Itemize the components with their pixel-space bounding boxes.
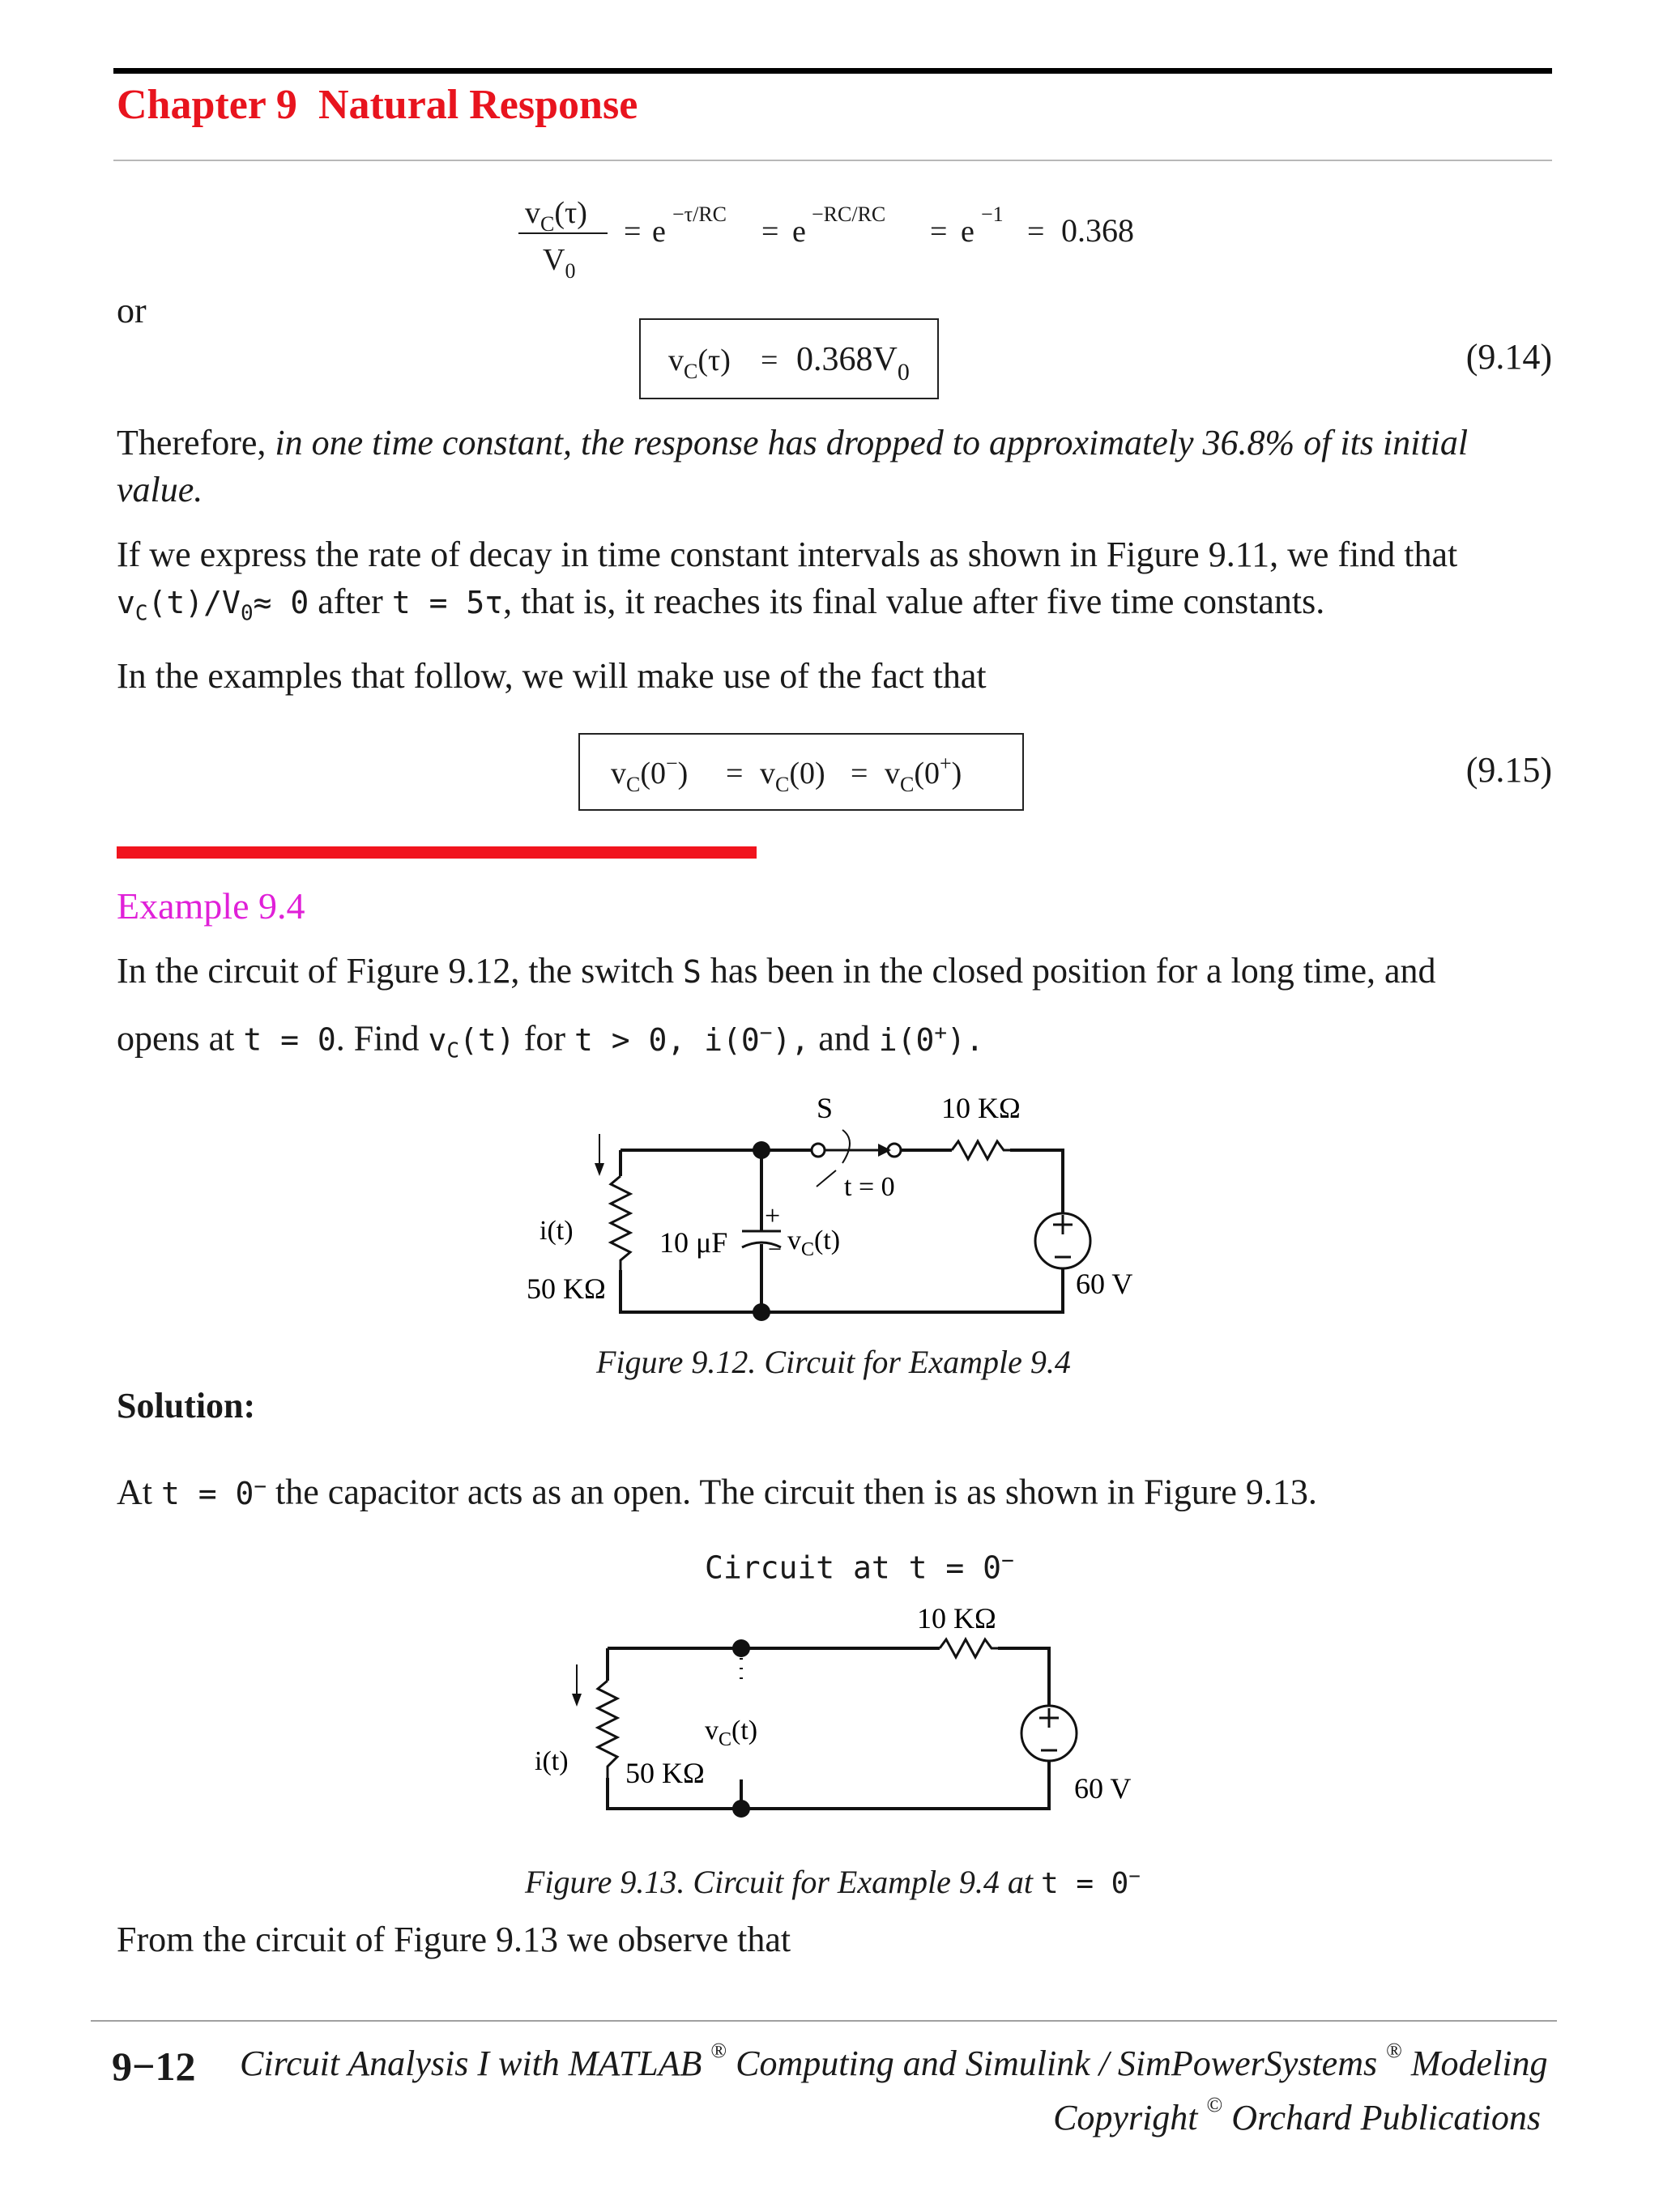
node-dot [732,1800,750,1818]
header-underline [113,160,1552,161]
current-label: i(t) [539,1216,574,1246]
current-arrowhead [572,1694,582,1707]
svg-text:0.368V0: $0.368V_0$ [796,341,910,386]
paragraph-therefore [117,420,1552,514]
r2-label: 50 KΩ [625,1757,705,1789]
node-dot [753,1141,770,1159]
chapter-title: Natural Response [318,82,638,128]
example-title: Example 9.4 [117,885,305,927]
equals-sign: = [761,215,779,249]
eq-exponent: −1 [981,202,1004,226]
eq-e: e [652,215,666,249]
source-label: 60 V [1074,1772,1132,1805]
equation-ratio [518,182,1247,296]
header-rule [113,68,1552,74]
vc-label: $v_C(t)$ [787,1225,841,1260]
eq-ratio-value: 0.368 [1061,212,1134,249]
switch-label: S [817,1092,834,1124]
equation-9-15-box [578,733,1024,811]
eq-exponent: −RC/RC [812,202,886,226]
eq-e: e [792,215,806,249]
resistor-10k [940,1639,998,1657]
r1-label: 10 KΩ [941,1092,1021,1124]
svg-text:=: = [761,343,778,377]
word-after: after [318,582,383,621]
paragraph-at: At t = 0− the capacitor acts as an open. The circuit then is as shown in Figure 9.13. [117,1472,1317,1512]
eq-ratio-den: $V_0$ [543,243,576,283]
math-vc-ratio: $v_C(t)/V_0\approx 0$ [117,585,309,626]
node-dot [732,1639,750,1657]
chapter-heading [117,81,638,129]
switch-time-arrow [817,1170,836,1187]
example-line2: opens at t = 0. Find $v_C(t)$ for t > 0, i(0−), and i(0+). [117,1018,984,1063]
switch-time-label: t = 0 [844,1172,895,1202]
chapter-label: Chapter 9 [117,82,297,128]
footer-book-title: Circuit Analysis I with MATLAB ® Computing and Simulink / SimPowerSystems ® Modeling [240,2039,1548,2083]
cap-plus: + [765,1201,781,1231]
equation-number-9-14: (9.14) [1465,337,1552,377]
footer-rule [91,2020,1557,2022]
current-arrowhead [595,1163,604,1176]
paragraph-rate-line2 [117,578,1552,637]
figure-9-12-caption: Figure 9.12. Circuit for Example 9.4 [596,1344,1071,1380]
equals-sign: = [930,215,948,249]
switch-arc [842,1130,850,1163]
source-label: 60 V [1076,1268,1133,1300]
eq-ratio-num: $v_C(\tau)$ [525,196,587,236]
figure-9-13-circuit [502,1600,1166,1843]
switch-symbol: S [682,954,702,990]
example-red-rule [117,846,757,859]
svg-text:vC(0): $v_C(0)$ [760,757,825,796]
footer-copyright: Copyright © Orchard Publications [1053,2093,1541,2137]
svg-text:vC(0−): $v_C(0^-)$ [611,752,689,796]
page-number: 9−12 [112,2044,196,2089]
vc-label: $v_C(t)$ [705,1715,758,1750]
node-dot [753,1303,770,1321]
eq-e: e [961,215,975,249]
therefore-italic: in one time constant, the response has dropped to approximately 36.8% of its initial value. [117,423,1469,509]
svg-text:=: = [726,757,744,791]
figure-9-13-title: Circuit at t = 0− [705,1549,1014,1586]
paragraph-from: From the circuit of Figure 9.13 we observe that [117,1920,791,1959]
r1-label: 10 KΩ [917,1602,996,1634]
resistor-50k [611,1176,630,1270]
or-word: or [117,291,147,330]
switch-terminal [812,1144,825,1157]
svg-text:=: = [851,757,868,791]
example-line1: In the circuit of Figure 9.12, the switch S has been in the closed position for a long time, and [117,951,1436,991]
equation-9-14 [641,320,937,398]
wire [608,1648,1049,1705]
eq-exponent: −τ/RC [672,202,727,226]
current-label: i(t) [535,1746,569,1776]
rate-tail: , that is, it reaches its final value after five time constants. [503,582,1325,621]
figure-9-12-circuit [502,1085,1166,1353]
equation-9-15 [580,735,1022,809]
wire [621,1268,1063,1312]
equals-sign: = [1027,215,1045,249]
svg-text:vC(0+): $v_C(0^+)$ [885,752,962,796]
solution-label: Solution: [117,1386,256,1426]
paragraph-rate-line1: If we express the rate of decay in time constant intervals as shown in Figure 9.11, we find that [117,535,1458,574]
capacitor-label: 10 μF [659,1226,728,1259]
therefore-lead: Therefore, [117,423,267,462]
figure-9-13-caption: Figure 9.13. Circuit for Example 9.4 at t = 0− [525,1864,1141,1900]
svg-text:vC(τ): $v_C(\tau)$ [668,343,731,383]
math-t-5tau: t = 5τ [391,585,504,620]
equation-9-14-box [639,318,939,399]
wire [1010,1150,1063,1213]
equation-number-9-15: (9.15) [1465,750,1552,790]
resistor-10k [952,1141,1010,1159]
paragraph-examples: In the examples that follow, we will make use of the fact that [117,656,987,696]
resistor-50k [598,1681,617,1778]
cap-minus: − [768,1236,782,1263]
equals-sign: = [624,215,642,249]
r2-label: 50 KΩ [527,1272,606,1305]
